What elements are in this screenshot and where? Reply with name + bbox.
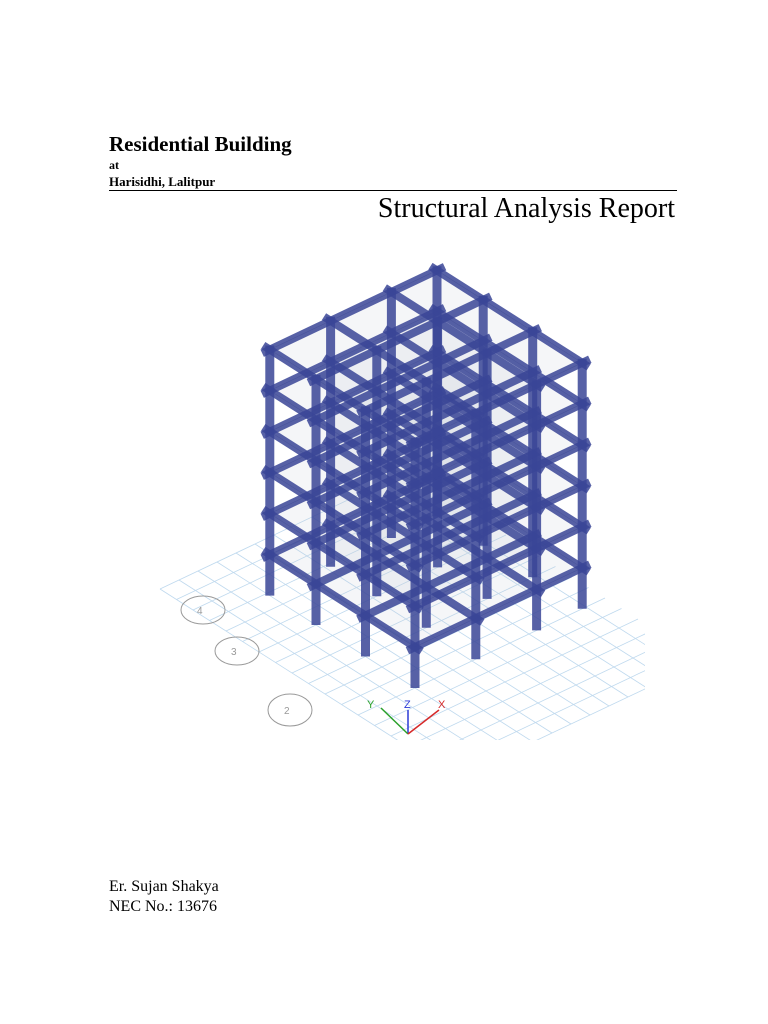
grid-bubble-3 <box>215 637 259 665</box>
project-location: Harisidhi, Lalitpur <box>109 174 216 189</box>
z-axis-label: Z <box>404 699 411 711</box>
report-title: Structural Analysis Report <box>377 193 675 224</box>
x-axis-label: X <box>438 699 446 711</box>
grid-bubble-4 <box>181 596 225 624</box>
grid-line <box>424 640 645 740</box>
y-axis-label: Y <box>367 699 375 711</box>
author-name: Er. Sujan Shakya <box>109 878 219 895</box>
header-divider <box>109 190 677 191</box>
grid-bubble-2 <box>268 694 312 726</box>
grid-bubble-label: 2 <box>284 706 290 717</box>
3d-building-frame-icon <box>145 258 645 740</box>
at-label: at <box>109 158 119 172</box>
project-title: Residential Building <box>109 132 292 156</box>
grid-bubble-label: 3 <box>231 647 237 658</box>
x-axis-line <box>408 710 439 734</box>
grid-bubble-label: 4 <box>197 606 203 617</box>
nec-number: NEC No.: 13676 <box>109 898 217 915</box>
building-frame-model-figure <box>145 258 645 740</box>
